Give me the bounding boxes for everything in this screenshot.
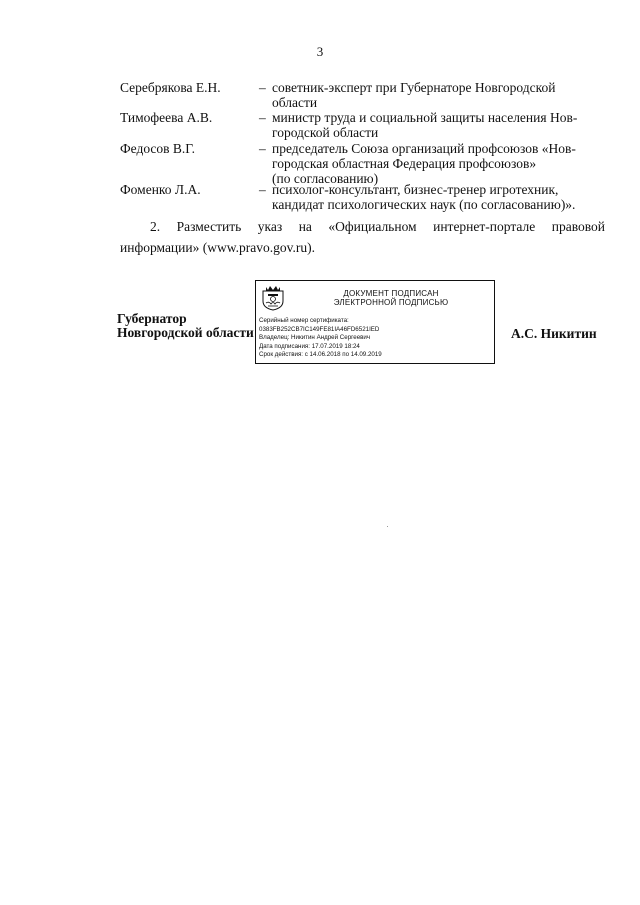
stamp-header [296,289,486,307]
member-role-line: городская областная Федерация профсоюзов» [272,156,537,171]
stamp-signed-date: Дата подписания: 17.07.2019 18:24 [259,342,360,350]
stamp-header-line-2: ЭЛЕКТРОННОЙ ПОДПИСЬЮ [333,298,449,307]
member-dash: – [259,182,266,197]
member-role-line: советник-эксперт при Губернаторе Новгородской [272,80,556,95]
clause-2-line-1: 2. Разместить указ на «Официальном интернет-портале правовой [150,219,605,234]
novgorod-coat-of-arms-icon [262,285,284,311]
member-role [272,182,605,212]
member-name: Фоменко Л.А. [120,182,201,197]
member-role-line: городской области [272,125,379,140]
member-role-line: кандидат психологических наук (по согласованию)». [272,197,576,212]
member-role-line: председатель Союза организаций профсоюзов «Нов- [272,141,576,156]
stamp-details [259,317,382,360]
clause-2-line-2: информации» (www.pravo.gov.ru). [120,240,315,255]
member-role-line: министр труда и социальной защиты населения Нов- [272,110,578,125]
member-name: Тимофеева А.В. [120,110,213,125]
member-role [272,141,605,186]
signatory-title-line-1: Губернатор [117,311,187,326]
signatory-name: А.С. Никитин [511,326,597,341]
member-name: Серебрякова Е.Н. [120,80,221,95]
stamp-serial-label: Серийный номер сертификата: [259,317,349,324]
member-dash: – [259,110,266,125]
page-number: 3 [316,44,324,59]
member-dash: – [259,80,266,95]
member-role-line: психолог-консультант, бизнес-тренер игротехник, [272,182,559,197]
stamp-serial-number: 0383FB252CB7IC149FE81IA46FD6521IED [259,325,380,333]
stamp-header-line-1: ДОКУМЕНТ ПОДПИСАН [343,289,439,298]
stamp-owner: Владелец: Никитин Андрей Сергеевич [259,334,371,341]
stamp-validity: Срок действия: с 14.06.2018 по 14.09.2019 [259,351,382,358]
member-dash: – [259,141,266,156]
member-role-line: области [272,95,318,110]
member-role-line: (по согласованию) [272,171,379,186]
signatory-title [117,312,254,340]
signatory-title-line-2: Новгородской области [117,325,254,340]
member-role [272,80,605,110]
clause-2 [120,216,605,258]
member-role [272,110,605,140]
scan-speck [387,526,388,527]
electronic-signature-stamp [255,280,495,364]
member-name: Федосов В.Г. [120,141,195,156]
